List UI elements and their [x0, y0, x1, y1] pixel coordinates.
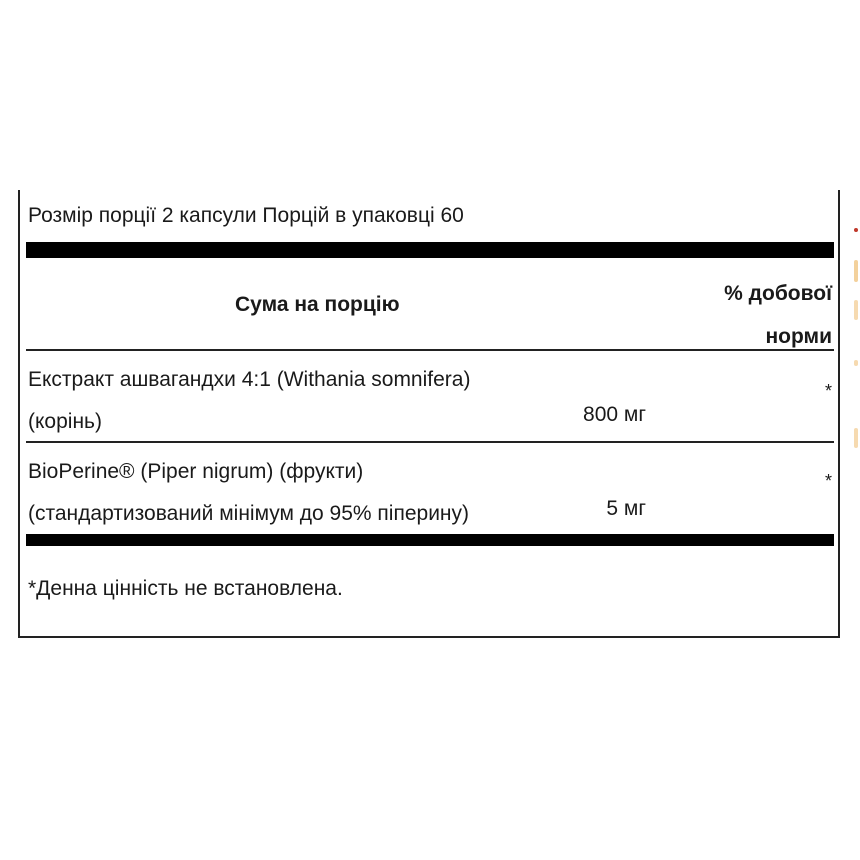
ingredient-name: [28, 451, 588, 535]
edge-mark: [854, 228, 858, 232]
daily-value-header: [692, 272, 832, 358]
ingredient-daily-value: *: [824, 381, 832, 401]
ingredient-name-line1: BioPerine® (Piper nigrum) (фрукти): [28, 460, 364, 483]
ingredient-name-line2: (стандартизований мінімум до 95% піперину): [28, 502, 470, 525]
ingredient-name-line2: (корінь): [28, 410, 102, 433]
edge-mark: [854, 360, 858, 366]
divider-header: [26, 349, 834, 351]
edge-mark: [854, 300, 858, 320]
ingredient-name: [28, 359, 588, 443]
ingredient-amount: 5 мг: [606, 497, 646, 520]
footnote: *Денна цінність не встановлена.: [28, 577, 343, 600]
daily-value-header-line1: % добової: [724, 282, 832, 305]
ingredient-row: [26, 445, 834, 534]
daily-value-header-line2: норми: [765, 325, 832, 348]
cropped-edge-marks: [852, 200, 860, 460]
ingredient-name-line1: Екстракт ашвагандхи 4:1 (Withania somnifera): [28, 368, 471, 391]
thick-divider-bottom: [26, 534, 834, 546]
ingredient-daily-value: *: [824, 471, 832, 491]
ingredient-amount: 800 мг: [583, 403, 646, 426]
supplement-facts-panel: [18, 190, 840, 638]
edge-mark: [854, 260, 858, 282]
thick-divider-top: [26, 242, 834, 258]
ingredient-row: [26, 353, 834, 441]
divider-row: [26, 441, 834, 443]
edge-mark: [854, 428, 858, 448]
amount-per-serving-header: Сума на порцію: [235, 293, 400, 316]
serving-info: Розмір порції 2 капсули Порцій в упаковці 60: [28, 204, 464, 227]
